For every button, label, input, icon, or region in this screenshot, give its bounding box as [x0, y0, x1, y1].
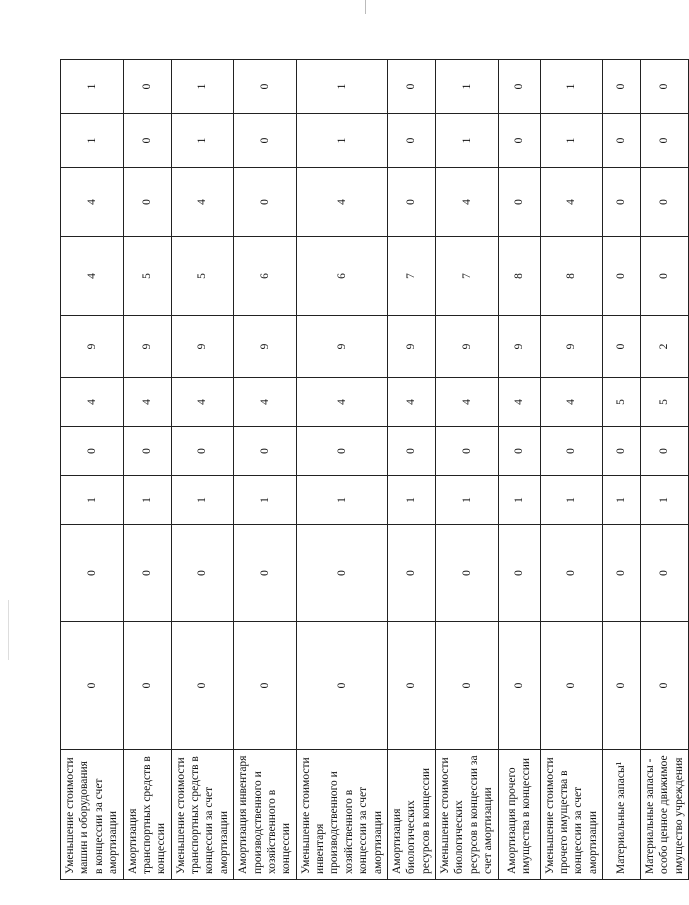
table-cell: 0 — [234, 60, 297, 114]
table-cell: 1 — [61, 60, 124, 114]
table-cell: 4 — [498, 378, 540, 427]
table-row — [540, 60, 603, 880]
table-cell: 0 — [234, 525, 297, 622]
table-cell: 0 — [387, 60, 435, 114]
table-cell: 0 — [603, 60, 641, 114]
table-cell: 0 — [498, 525, 540, 622]
table-cell: 0 — [603, 168, 641, 237]
table-cell: 4 — [387, 378, 435, 427]
table-cell: 0 — [498, 168, 540, 237]
row-label: Амортизация прочего имущества в концессии — [498, 750, 540, 880]
table-cell: 0 — [234, 622, 297, 750]
table-cell: 1 — [296, 476, 387, 525]
table-cell: 4 — [540, 378, 603, 427]
table-cell: 0 — [641, 525, 689, 622]
table-cell: 4 — [123, 378, 171, 427]
table-cell: 1 — [387, 476, 435, 525]
table-cell: 1 — [61, 476, 124, 525]
table-cell: 9 — [498, 316, 540, 378]
table-cell: 1 — [296, 60, 387, 114]
table-row — [498, 60, 540, 880]
table-cell: 4 — [61, 168, 124, 237]
table-cell: 6 — [234, 237, 297, 316]
table-cell: 0 — [234, 427, 297, 476]
table-cell: 0 — [540, 525, 603, 622]
table-row — [641, 60, 689, 880]
table-row — [296, 60, 387, 880]
table-cell: 0 — [641, 237, 689, 316]
table-cell: 2 — [641, 316, 689, 378]
row-label: Амортизация транспортных средств в концессии — [123, 750, 171, 880]
table-cell: 0 — [436, 427, 499, 476]
table-cell: 5 — [123, 237, 171, 316]
accounts-table — [60, 59, 689, 880]
table-cell: 0 — [540, 427, 603, 476]
table-cell: 4 — [61, 378, 124, 427]
table-cell: 0 — [123, 622, 171, 750]
table-row — [123, 60, 171, 880]
table-cell: 9 — [234, 316, 297, 378]
table-cell: 1 — [171, 60, 234, 114]
table-cell: 0 — [61, 622, 124, 750]
row-label: Уменьшение стоимости биологических ресурсов в концессии за счет амортизации — [436, 750, 499, 880]
table-cell: 1 — [436, 476, 499, 525]
row-label: Амортизация биологических ресурсов в концессии — [387, 750, 435, 880]
table-cell: 0 — [296, 427, 387, 476]
table-cell: 0 — [296, 622, 387, 750]
table-cell: 9 — [171, 316, 234, 378]
table-cell: 0 — [603, 622, 641, 750]
table-cell: 9 — [540, 316, 603, 378]
table-cell: 4 — [296, 378, 387, 427]
table-cell: 0 — [387, 114, 435, 168]
table-cell: 0 — [603, 237, 641, 316]
table-cell: 5 — [171, 237, 234, 316]
table-cell: 0 — [123, 525, 171, 622]
table-cell: 0 — [123, 60, 171, 114]
table-cell: 0 — [234, 114, 297, 168]
table-cell: 6 — [296, 237, 387, 316]
table-cell: 4 — [540, 168, 603, 237]
table-cell: 1 — [498, 476, 540, 525]
row-label: Материальные запасы - особо ценное движимое имущество учреждения — [641, 750, 689, 880]
table-cell: 4 — [436, 378, 499, 427]
table-cell: 1 — [296, 114, 387, 168]
rotated-table-container — [60, 60, 685, 880]
table-cell: 0 — [387, 622, 435, 750]
table-cell: 1 — [171, 476, 234, 525]
table-cell: 1 — [234, 476, 297, 525]
table-cell: 0 — [61, 525, 124, 622]
table-row — [61, 60, 124, 880]
table-cell: 1 — [540, 476, 603, 525]
table-cell: 4 — [171, 378, 234, 427]
row-label: Амортизация инвентаря производственного и хозяйственного в концессии — [234, 750, 297, 880]
table-cell: 9 — [436, 316, 499, 378]
table-cell: 0 — [641, 622, 689, 750]
table-row — [234, 60, 297, 880]
table-cell: 0 — [171, 427, 234, 476]
top-margin-mark — [365, 0, 366, 14]
table-cell: 0 — [540, 622, 603, 750]
table-cell: 0 — [387, 427, 435, 476]
table-cell: 1 — [540, 60, 603, 114]
table-cell: 0 — [296, 525, 387, 622]
table-cell: 1 — [641, 476, 689, 525]
table-cell: 0 — [498, 427, 540, 476]
table-cell: 0 — [436, 525, 499, 622]
table-cell: 0 — [641, 427, 689, 476]
table-cell: 1 — [123, 476, 171, 525]
table-cell: 1 — [436, 114, 499, 168]
row-label: Материальные запасы¹ — [603, 750, 641, 880]
table-row — [171, 60, 234, 880]
table-cell: 0 — [387, 525, 435, 622]
table-cell: 0 — [234, 168, 297, 237]
table-cell: 0 — [603, 316, 641, 378]
table-cell: 0 — [171, 622, 234, 750]
table-cell: 0 — [123, 114, 171, 168]
table-cell: 0 — [498, 114, 540, 168]
table-cell: 9 — [61, 316, 124, 378]
table-cell: 0 — [171, 525, 234, 622]
table-cell: 1 — [436, 60, 499, 114]
table-cell: 1 — [603, 476, 641, 525]
table-cell: 0 — [123, 427, 171, 476]
table-cell: 0 — [498, 622, 540, 750]
table-cell: 7 — [436, 237, 499, 316]
table-cell: 0 — [603, 525, 641, 622]
row-label: Уменьшение стоимости инвентаря производственного и хозяйственного в концессии за счет амортизации — [296, 750, 387, 880]
table-cell: 9 — [296, 316, 387, 378]
table-cell: 0 — [498, 60, 540, 114]
left-edge-mark — [8, 600, 9, 660]
table-cell: 0 — [61, 427, 124, 476]
table-cell: 4 — [234, 378, 297, 427]
table-cell: 9 — [387, 316, 435, 378]
table-cell: 0 — [641, 114, 689, 168]
table-cell: 4 — [436, 168, 499, 237]
table-cell: 0 — [641, 168, 689, 237]
row-label: Уменьшение стоимости машин и оборудования в концессии за счет амортизации — [61, 750, 124, 880]
table-cell: 0 — [603, 114, 641, 168]
table-cell: 9 — [123, 316, 171, 378]
table-cell: 0 — [436, 622, 499, 750]
table-cell: 4 — [296, 168, 387, 237]
table-cell: 7 — [387, 237, 435, 316]
table-row — [387, 60, 435, 880]
table-row — [436, 60, 499, 880]
table-cell: 0 — [603, 427, 641, 476]
table-cell: 1 — [540, 114, 603, 168]
row-label: Уменьшение стоимости прочего имущества в концессии за счет амортизации — [540, 750, 603, 880]
table-cell: 5 — [603, 378, 641, 427]
table-cell: 0 — [123, 168, 171, 237]
table-cell: 1 — [61, 114, 124, 168]
table-cell: 8 — [498, 237, 540, 316]
table-cell: 1 — [171, 114, 234, 168]
table-row — [603, 60, 641, 880]
table-body — [61, 60, 689, 880]
table-cell: 4 — [171, 168, 234, 237]
table-cell: 0 — [387, 168, 435, 237]
table-cell: 8 — [540, 237, 603, 316]
table-cell: 0 — [641, 60, 689, 114]
table-cell: 5 — [641, 378, 689, 427]
table-cell: 4 — [61, 237, 124, 316]
row-label: Уменьшение стоимости транспортных средств в концессии за счет амортизации — [171, 750, 234, 880]
